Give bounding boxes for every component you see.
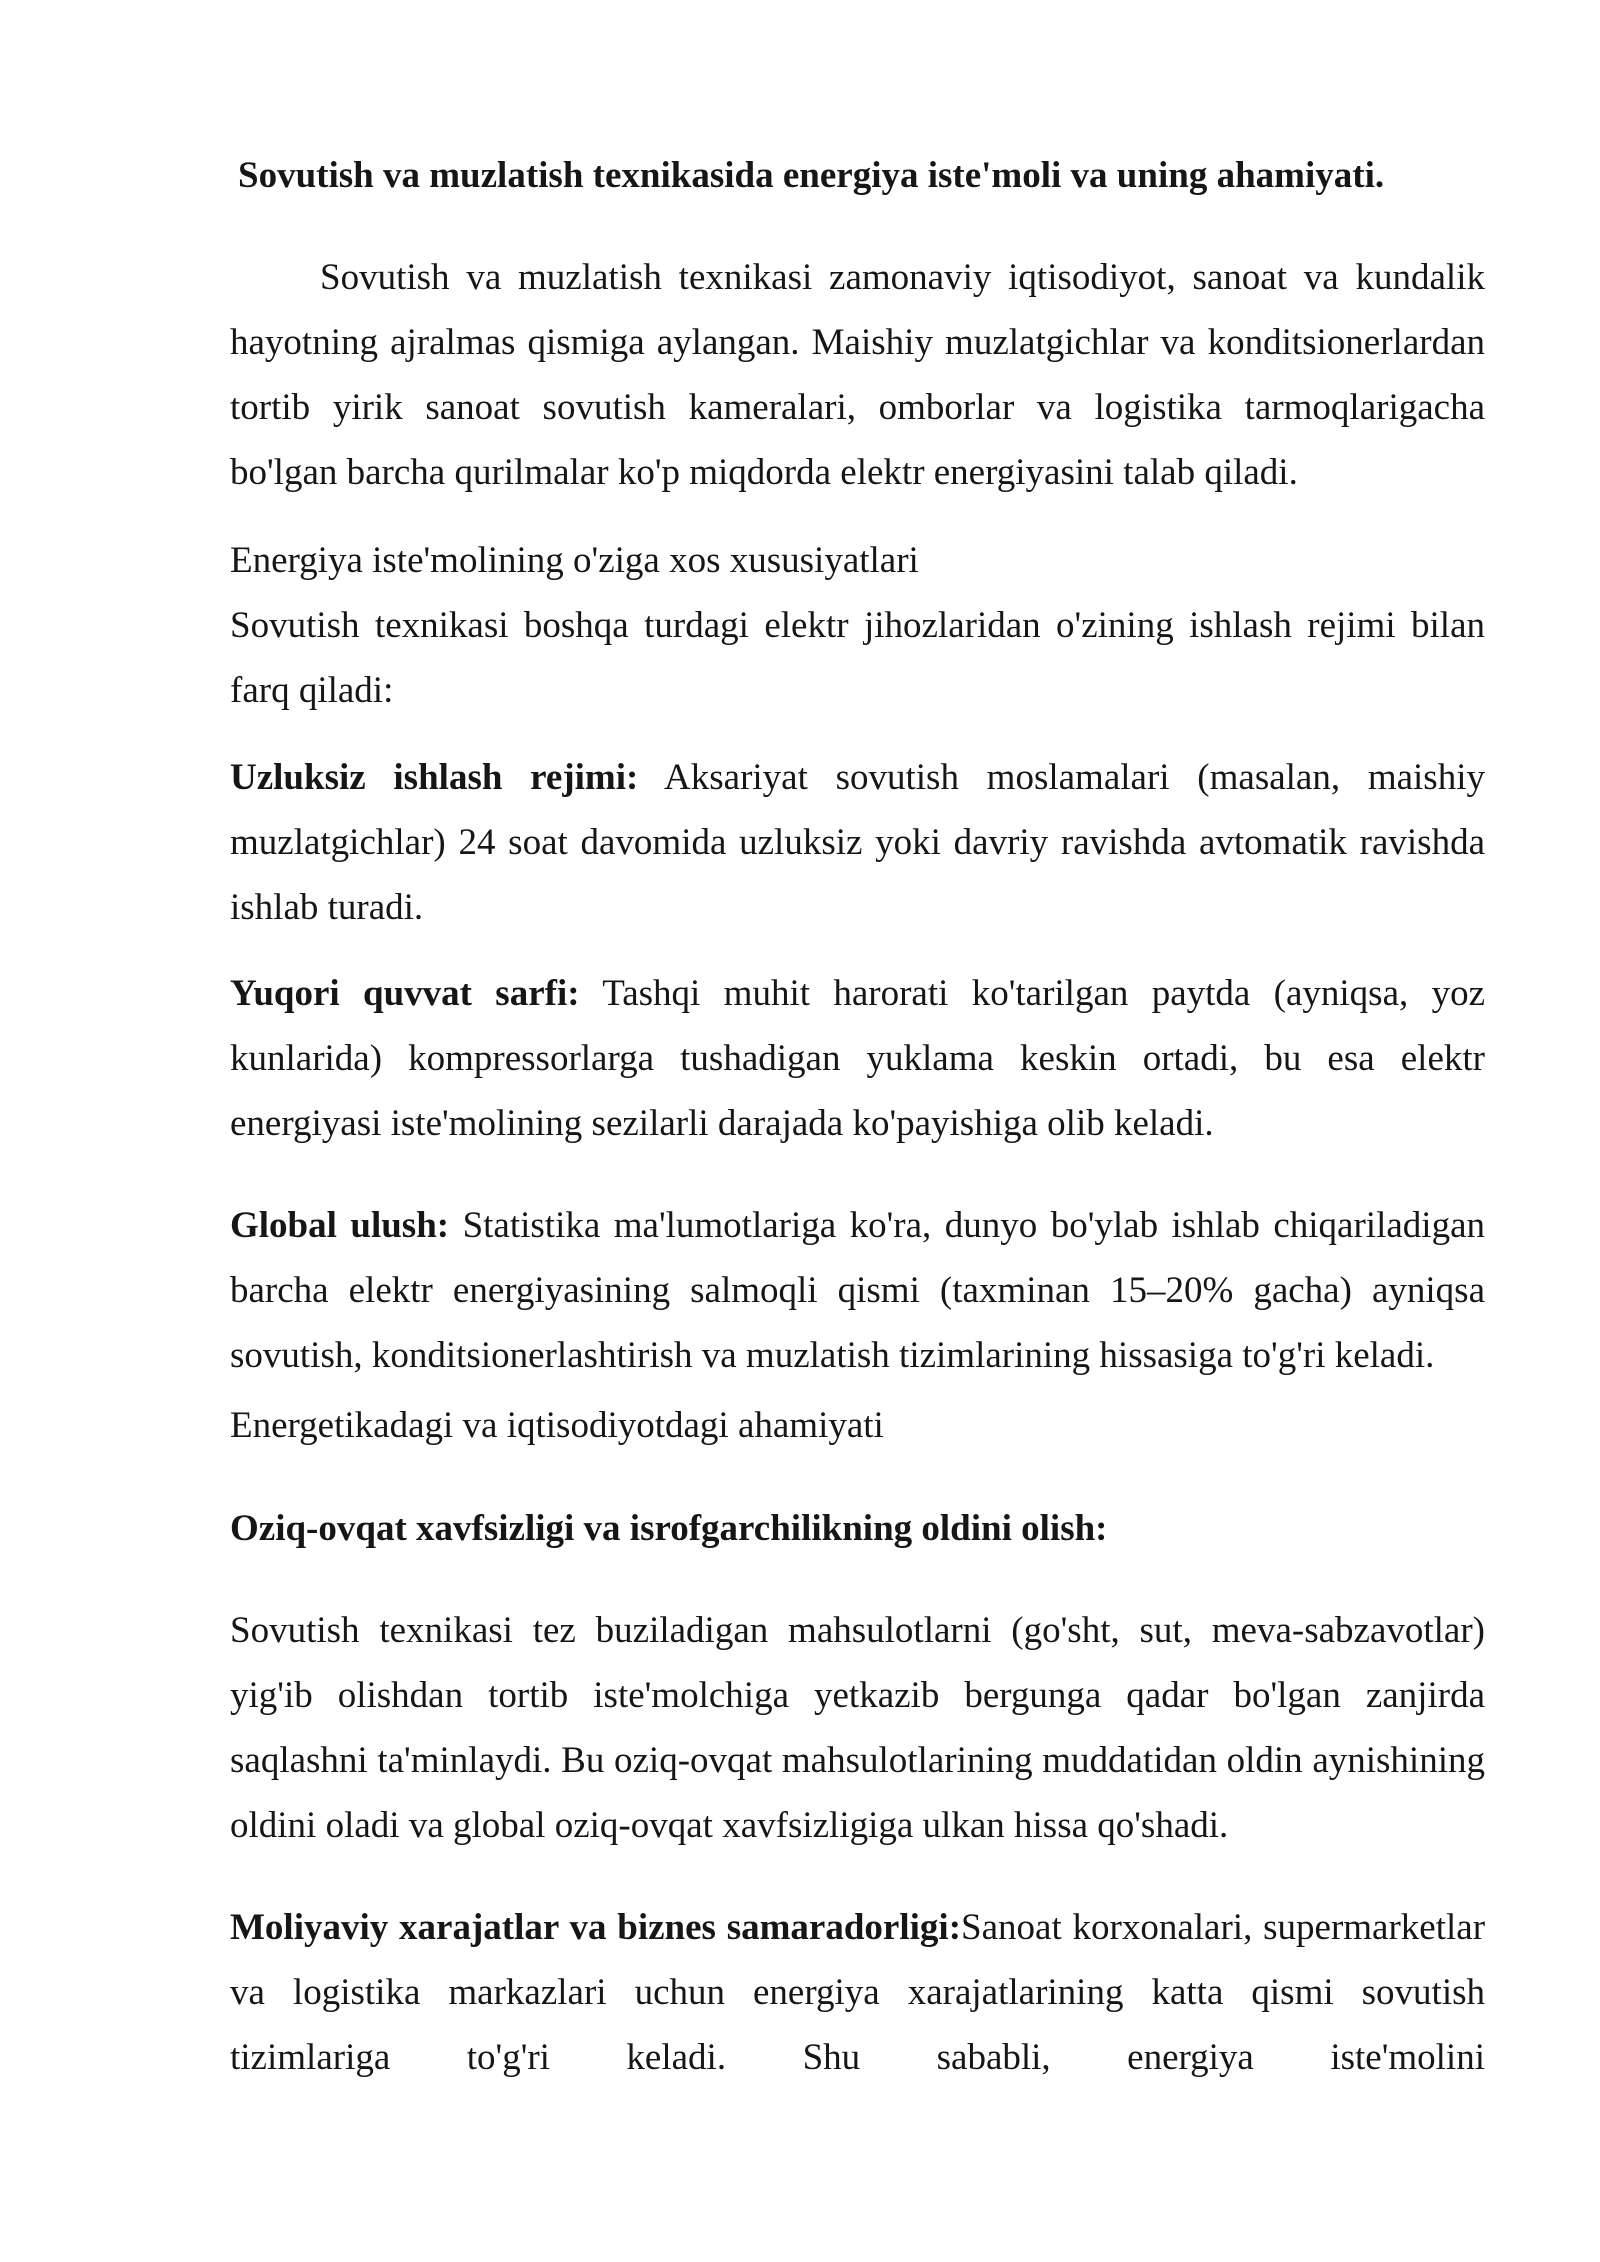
food-security-paragraph: Sovutish texnikasi tez buziladigan mahsulotlarni (go'sht, sut, meva-sabzavotlar) yig'ib olishdan tortib iste'molchiga yetkazib bergunga qadar bo'lgan zanjirda saqlashni ta'minlaydi. Bu oziq-ovqat mahsulotlarining muddatidan oldin aynishining oldini oladi va global oziq-ovqat xavfsizligiga ulkan hissa qo'shadi. [230,1610,1485,1846]
finance-lead: Moliyaviy xarajatlar va biznes samaradorligi: [230,1907,962,1948]
feature-paragraph-global-share [230,1193,1485,1388]
feature-paragraph-high-power [230,961,1485,1156]
subheading-food-security: Oziq-ovqat xavfsizligi va isrofgarchilikning oldini olish: [230,1508,1108,1549]
feature-lead: Yuqori quvvat sarfi: [230,973,580,1014]
feature-text: Aksariyat sovutish moslamalari (masalan, maishiy muzlatgichlar) 24 soat davomida uzluksiz yoki davriy ravishda avtomatik ravishda ishlab turadi. [230,757,1485,928]
features-intro-paragraph: Sovutish texnikasi boshqa turdagi elektr jihozlaridan o'zining ishlash rejimi bilan farq qiladi: [230,605,1485,711]
feature-text: Statistika ma'lumotlariga ko'ra, dunyo bo'ylab ishlab chiqariladigan barcha elektr energiyasining salmoqli qismi (taxminan 15–20% gacha) ayniqsa sovutish, konditsionerlashtirish va muzlatish tizimlarining hissasiga to'g'ri keladi. [230,1205,1485,1376]
page-title: Sovutish va muzlatish texnikasida energiya iste'moli va uning ahamiyati. [238,155,1385,196]
feature-lead: Global ulush: [230,1205,450,1246]
section-heading-features: Energiya iste'molining o'ziga xos xususiyatlari [230,540,919,581]
feature-lead: Uzluksiz ishlash rejimi: [230,757,639,798]
feature-text: Tashqi muhit harorati ko'tarilgan paytda (ayniqsa, yoz kunlarida) kompressorlarga tushadigan yuklama keskin ortadi, bu esa elektr energiyasi iste'molining sezilarli darajada ko'payishiga olib keladi. [230,973,1485,1144]
finance-paragraph [230,1895,1485,2090]
section-heading-economy: Energetikadagi va iqtisodiyotdagi ahamiyati [230,1405,884,1446]
intro-paragraph: Sovutish va muzlatish texnikasi zamonaviy iqtisodiyot, sanoat va kundalik hayotning ajralmas qismiga aylangan. Maishiy muzlatgichlar va konditsionerlardan tortib yirik sanoat sovutish kameralari, omborlar va logistika tarmoqlarigacha bo'lgan barcha qurilmalar ko'p miqdorda elektr energiyasini talab qiladi. [230,257,1485,493]
finance-text: Sanoat korxonalari, supermarketlar va logistika markazlari uchun energiya xarajatlarining katta qismi sovutish tizimlariga to'g'ri keladi. Shu sababli, energiya iste'molini [230,1907,1486,2078]
feature-paragraph-continuous-mode [230,745,1485,940]
